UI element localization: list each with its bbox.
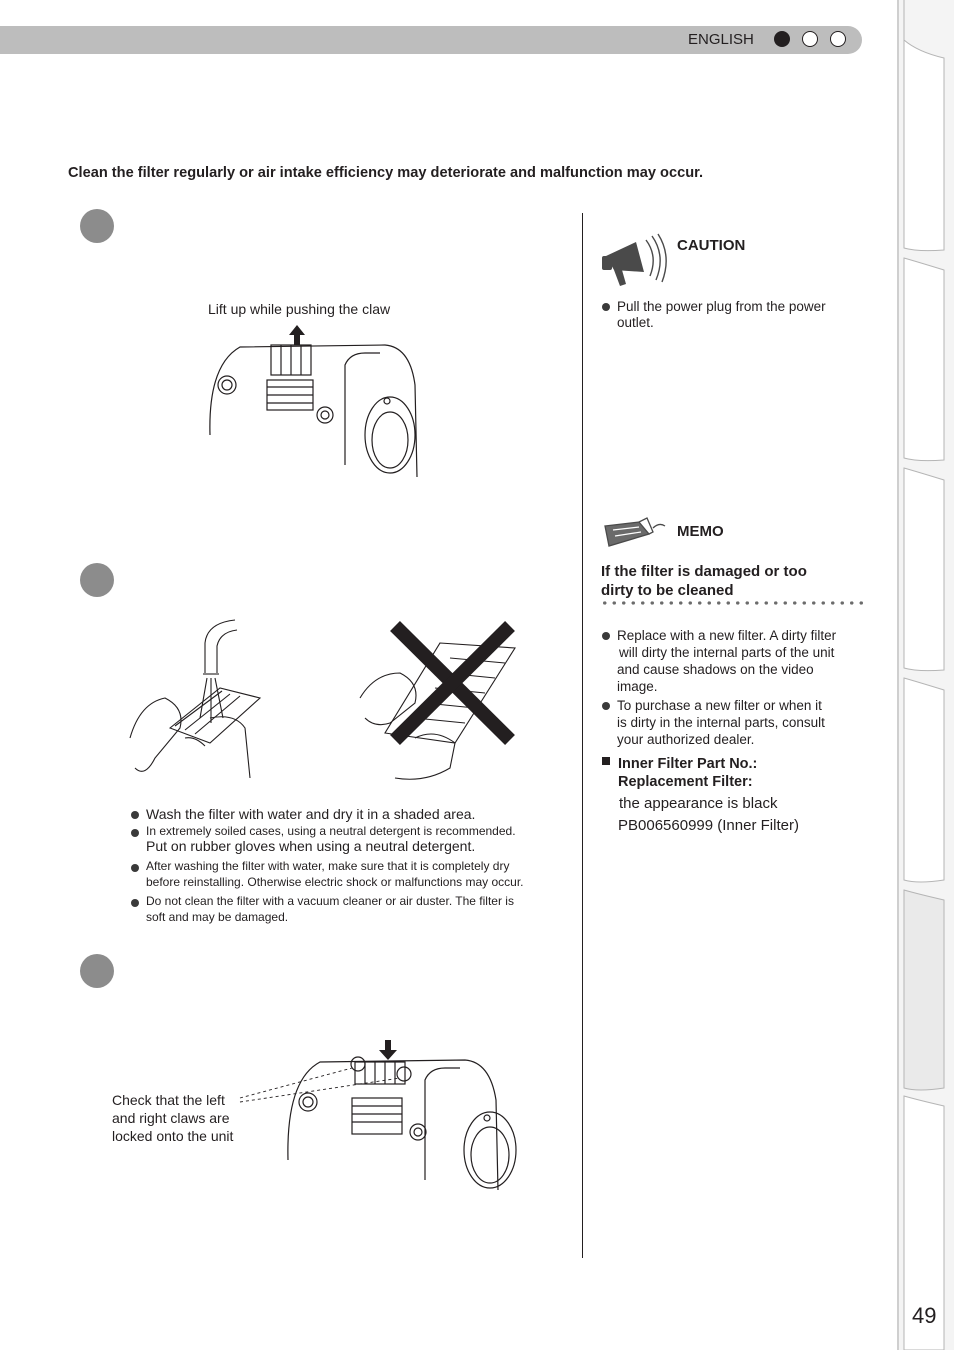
pencil-memo-icon — [601, 516, 667, 550]
section-tab-strip — [898, 0, 954, 1350]
memo-heading-line: dirty to be cleaned — [601, 582, 734, 599]
bullet-icon — [131, 829, 139, 837]
step-2-bullet-text: soft and may be damaged. — [146, 910, 289, 924]
filter-part-number: PB006560999 (Inner Filter) — [618, 817, 799, 834]
step-2-bullet-text: Do not clean the filter with a vacuum cleaner or air duster. The filter is — [146, 894, 514, 908]
bullet-icon — [131, 899, 139, 907]
bullet-icon — [602, 702, 610, 710]
caution-text: Pull the power plug from the power — [617, 299, 826, 314]
step-2-bullet-text: Wash the filter with water and dry it in a shaded area. — [146, 806, 476, 822]
memo-bullet-line: Replace with a new filter. A dirty filter — [617, 628, 837, 643]
projector-remove-filter-illustration — [205, 325, 425, 485]
memo-bullet-line: will dirty the internal parts of the unit — [619, 645, 835, 660]
filter-appearance: the appearance is black — [619, 795, 778, 812]
step-1-caption: Lift up while pushing the claw — [208, 301, 391, 317]
bullet-icon — [131, 864, 139, 872]
step-3-caption-line: and right claws are — [112, 1110, 230, 1126]
memo-bullet-line: your authorized dealer. — [617, 732, 755, 747]
memo-bullet-text — [617, 627, 836, 695]
step-2-bullet-text: Put on rubber gloves when using a neutral detergent. — [146, 838, 476, 854]
page-indicator-dot-empty — [830, 31, 846, 47]
page-indicator-dot-filled — [774, 31, 790, 47]
caution-title: CAUTION — [677, 237, 746, 254]
memo-title: MEMO — [677, 523, 724, 540]
intro-text: Clean the filter regularly or air intake efficiency may deteriorate and malfunction may occur. — [68, 165, 704, 181]
list-item — [602, 298, 826, 315]
memo-bullet-line: To purchase a new filter or when it — [617, 698, 822, 713]
list-item — [602, 627, 836, 695]
step-1-marker — [80, 209, 114, 243]
step-2-marker — [80, 563, 114, 597]
language-label: ENGLISH — [688, 31, 754, 48]
step-3-caption — [112, 1091, 233, 1145]
memo-heading-line: If the filter is damaged or too — [601, 563, 807, 580]
square-bullet-icon — [602, 757, 610, 765]
memo-heading — [601, 562, 807, 600]
list-item — [131, 894, 514, 909]
bullet-icon — [131, 811, 139, 819]
section-tabs-graphic — [898, 0, 954, 1350]
step-3-marker — [80, 954, 114, 988]
list-item — [131, 806, 475, 822]
list-item — [131, 824, 516, 839]
wash-filter-illustration — [125, 618, 265, 788]
step-3-caption-line: locked onto the unit — [112, 1128, 234, 1144]
step-2-bullet-text: before reinstalling. Otherwise electric shock or malfunctions may occur. — [146, 875, 524, 889]
step-2-bullet-text: After washing the filter with water, make sure that it is completely dry — [146, 859, 510, 873]
part-label-line: Inner Filter Part No.: — [618, 756, 758, 772]
memo-bullet-text — [617, 697, 825, 748]
step-2-bullet-text: In extremely soiled cases, using a neutral detergent is recommended. — [146, 824, 516, 838]
page-number: 49 — [912, 1303, 937, 1328]
page-indicator-dot-empty — [802, 31, 818, 47]
megaphone-icon — [600, 232, 666, 290]
part-label-line: Replacement Filter: — [618, 774, 753, 790]
column-divider — [582, 213, 583, 1258]
projector-reinstall-filter-illustration — [240, 1040, 530, 1195]
step-3-caption-line: Check that the left — [112, 1092, 225, 1108]
list-item — [602, 697, 825, 748]
caution-text: outlet. — [617, 315, 654, 330]
bullet-icon — [602, 632, 610, 640]
memo-bullet-line: image. — [617, 679, 658, 694]
memo-bullet-line: is dirty in the internal parts, consult — [617, 715, 825, 730]
dotted-divider — [600, 600, 864, 606]
part-label — [618, 755, 757, 791]
memo-bullet-line: and cause shadows on the video — [617, 662, 814, 677]
do-not-wring-filter-illustration — [355, 618, 525, 788]
bullet-icon — [602, 303, 610, 311]
list-item — [131, 859, 509, 874]
